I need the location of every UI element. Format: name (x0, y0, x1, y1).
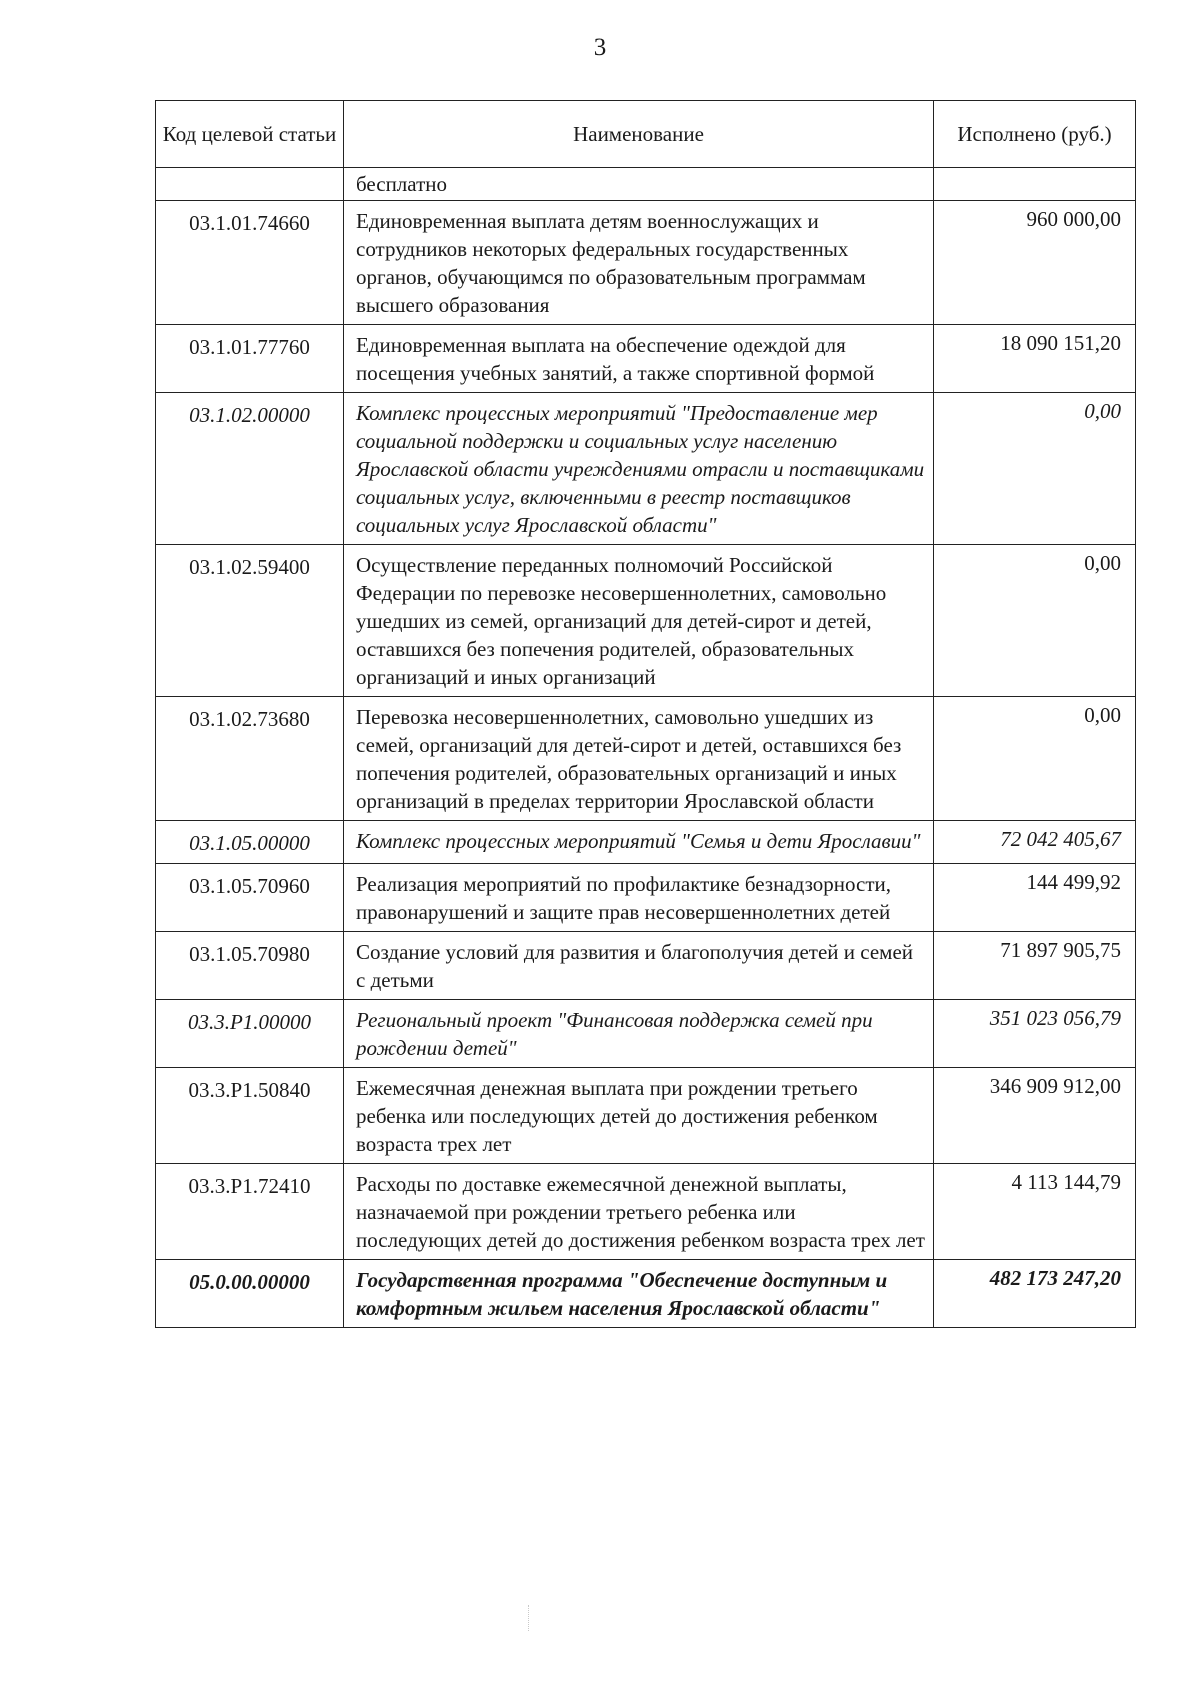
row-code-cell: 03.3.P1.00000 (156, 1000, 344, 1068)
row-amount-cell: 0,00 (934, 393, 1136, 545)
row-code-cell: 03.3.P1.50840 (156, 1068, 344, 1164)
table-row (156, 932, 1136, 1000)
table-row (156, 325, 1136, 393)
row-amount-cell: 71 897 905,75 (934, 932, 1136, 1000)
row-name-cell: Единовременная выплата детям военнослужащих и сотрудников некоторых федеральных государственных органов, обучающимся по образовательным программам высшего образования (344, 201, 934, 325)
header-amount: Исполнено (руб.) (934, 101, 1136, 168)
row-name-cell: Реализация мероприятий по профилактике безнадзорности, правонарушений и защите прав несовершеннолетних детей (344, 864, 934, 932)
table-row (156, 821, 1136, 864)
header-code: Код целевой статьи (156, 101, 344, 168)
row-name-cell: Единовременная выплата на обеспечение одеждой для посещения учебных занятий, а также спортивной формой (344, 325, 934, 393)
row-amount-cell: 4 113 144,79 (934, 1164, 1136, 1260)
row-code-cell (156, 168, 344, 201)
row-amount-cell: 0,00 (934, 545, 1136, 697)
row-code-cell: 03.1.05.00000 (156, 821, 344, 864)
row-name-cell: Комплекс процессных мероприятий "Предоставление мер социальной поддержки и социальных услуг населению Ярославской области учреждениями отрасли и поставщиками социальных услуг, включенными в реестр поставщиков социальных услуг Ярославской области" (344, 393, 934, 545)
row-amount-cell: 0,00 (934, 697, 1136, 821)
row-name-cell: Создание условий для развития и благополучия детей и семей с детьми (344, 932, 934, 1000)
row-amount-cell: 346 909 912,00 (934, 1068, 1136, 1164)
row-amount-cell (934, 168, 1136, 201)
row-name-cell: Региональный проект "Финансовая поддержка семей при рождении детей" (344, 1000, 934, 1068)
row-code-cell: 03.1.05.70960 (156, 864, 344, 932)
row-code-cell: 03.1.01.77760 (156, 325, 344, 393)
table-row (156, 201, 1136, 325)
row-code-cell: 03.1.02.73680 (156, 697, 344, 821)
row-code-cell: 05.0.00.00000 (156, 1260, 344, 1328)
row-code-cell: 03.1.05.70980 (156, 932, 344, 1000)
table-row (156, 697, 1136, 821)
row-code-cell: 03.1.02.00000 (156, 393, 344, 545)
row-name-cell: Расходы по доставке ежемесячной денежной выплаты, назначаемой при рождении третьего ребенка или последующих детей до достижения ребенком возраста трех лет (344, 1164, 934, 1260)
table-row (156, 545, 1136, 697)
row-name-cell: Ежемесячная денежная выплата при рождении третьего ребенка или последующих детей до достижения ребенком возраста трех лет (344, 1068, 934, 1164)
row-amount-cell: 144 499,92 (934, 864, 1136, 932)
row-code-cell: 03.3.P1.72410 (156, 1164, 344, 1260)
row-amount-cell: 72 042 405,67 (934, 821, 1136, 864)
table-row (156, 1068, 1136, 1164)
table-row (156, 1000, 1136, 1068)
row-amount-cell: 482 173 247,20 (934, 1260, 1136, 1328)
row-name-cell: Государственная программа "Обеспечение доступным и комфортным жильем населения Ярославской области" (344, 1260, 934, 1328)
row-code-cell: 03.1.02.59400 (156, 545, 344, 697)
table-row (156, 1164, 1136, 1260)
row-amount-cell: 351 023 056,79 (934, 1000, 1136, 1068)
table-header-row (156, 101, 1136, 168)
table-row (156, 393, 1136, 545)
page-number: 3 (593, 34, 607, 61)
row-amount-cell: 18 090 151,20 (934, 325, 1136, 393)
table-row (156, 168, 1136, 201)
row-amount-cell: 960 000,00 (934, 201, 1136, 325)
table-body (156, 168, 1136, 1328)
row-name-cell: Комплекс процессных мероприятий "Семья и дети Ярославии" (344, 821, 934, 864)
row-name-cell: Осуществление переданных полномочий Российской Федерации по перевозке несовершеннолетних, самовольно ушедших из семей, организаций для детей-сирот и детей, оставшихся без попечения родителей, образовательных организаций и иных организаций (344, 545, 934, 697)
row-name-cell: Перевозка несовершеннолетних, самовольно ушедших из семей, организаций для детей-сирот и детей, оставшихся без попечения родителей, образовательных организаций и иных организаций в пределах территории Ярославской области (344, 697, 934, 821)
table-row (156, 1260, 1136, 1328)
budget-execution-table (155, 100, 1136, 1328)
row-code-cell: 03.1.01.74660 (156, 201, 344, 325)
scan-artifact (528, 1605, 531, 1631)
table-row (156, 864, 1136, 932)
row-name-cell: бесплатно (344, 168, 934, 201)
header-name: Наименование (344, 101, 934, 168)
